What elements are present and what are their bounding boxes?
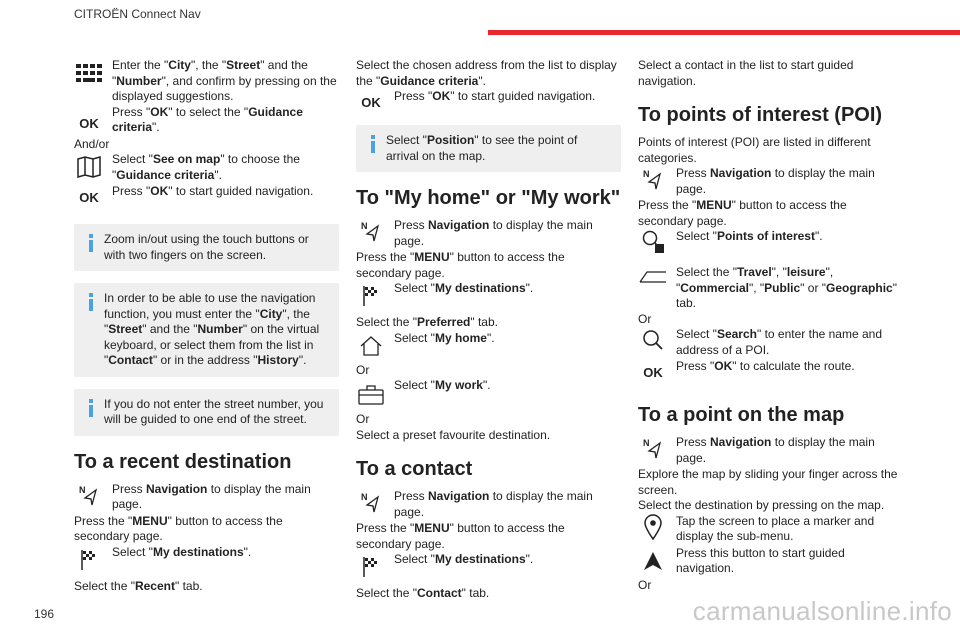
step-my-destinations: Select "My destinations". bbox=[74, 545, 339, 577]
step-press-navigation: N Press Navigation to display the main page. bbox=[356, 489, 621, 521]
navigation-icon bbox=[74, 484, 104, 506]
or-text: Or bbox=[638, 577, 652, 592]
ok-icon: OK bbox=[79, 190, 99, 206]
step-enter-address: Enter the "City", the "Street" and the "Number", and confirm by pressing on the displayed suggestions. bbox=[74, 58, 339, 105]
step-search-poi: Select "Search" to enter the name and address of a POI. bbox=[638, 327, 903, 359]
map-pin-icon bbox=[638, 516, 668, 538]
step-start-navigation-button: Press this button to start guided navigation. bbox=[638, 546, 903, 578]
home-icon bbox=[356, 335, 386, 357]
preset-destination-text: Select a preset favourite destination. bbox=[356, 427, 551, 442]
step-my-home: Select "My home". bbox=[356, 331, 621, 363]
keyboard-icon bbox=[74, 62, 104, 84]
poi-search-icon bbox=[638, 231, 668, 253]
or-text: Or bbox=[638, 311, 652, 326]
menu-instruction: Press the "MENU" button to access the secondary page. bbox=[74, 513, 283, 543]
menu-instruction: Press the "MENU" button to access the secondary page. bbox=[638, 198, 847, 228]
step-start-guidance: OK Press "OK" to start guided navigation. bbox=[74, 184, 339, 210]
watermark: carmanualsonline.info bbox=[692, 596, 952, 626]
heading-home-work: To "My home" or "My work" bbox=[356, 187, 621, 209]
column-3 bbox=[638, 58, 903, 593]
menu-instruction: Press the "MENU" button to access the secondary page. bbox=[356, 250, 565, 280]
checkered-flag-icon bbox=[356, 556, 386, 578]
column-1 bbox=[74, 58, 339, 594]
step-press-navigation: N Press Navigation to display the main page. bbox=[638, 435, 903, 467]
column-2 bbox=[356, 58, 621, 602]
poi-intro-text: Points of interest (POI) are listed in different categories. bbox=[638, 135, 871, 165]
svg-text:N: N bbox=[79, 484, 86, 495]
heading-poi: To points of interest (POI) bbox=[638, 104, 883, 126]
info-note-address-fields: In order to be able to use the navigation function, you must enter the "City", the "Street" and the "Number" on the virtual keyboard, or select them from the list in "Contact" or in the address "History". bbox=[74, 283, 339, 377]
heading-contact: To a contact bbox=[356, 458, 473, 480]
select-destination-text: Select the destination by pressing on the map. bbox=[638, 498, 885, 512]
step-press-navigation: N Press Navigation to display the main page. bbox=[356, 218, 621, 250]
preferred-tab-instruction: Select the "Preferred" tab. bbox=[356, 315, 498, 329]
step-see-on-map: Select "See on map" to choose the "Guidance criteria". bbox=[74, 152, 339, 184]
info-icon bbox=[86, 293, 96, 311]
explore-map-text: Explore the map by sliding your finger across the screen. bbox=[638, 467, 898, 497]
info-note-position: Select "Position" to see the point of arrival on the map. bbox=[356, 125, 621, 172]
navigation-icon bbox=[356, 220, 386, 242]
recent-tab-instruction: Select the "Recent" tab. bbox=[74, 578, 203, 593]
page-number: 196 bbox=[34, 607, 55, 621]
select-address-text: Select the chosen address from the list to display the "Guidance criteria". bbox=[356, 58, 617, 88]
select-contact-text: Select a contact in the list to start guided navigation. bbox=[638, 58, 854, 88]
svg-text:N: N bbox=[643, 169, 650, 179]
tab-icon bbox=[638, 265, 668, 287]
search-icon bbox=[638, 329, 668, 351]
contact-tab-instruction: Select the "Contact" tab. bbox=[356, 586, 490, 600]
svg-text:N: N bbox=[361, 221, 368, 231]
svg-text:N: N bbox=[361, 492, 368, 502]
header-accent-bar bbox=[488, 30, 960, 35]
step-my-destinations: Select "My destinations". bbox=[356, 281, 621, 313]
step-my-destinations: Select "My destinations". bbox=[356, 552, 621, 584]
info-icon bbox=[86, 234, 96, 252]
info-icon bbox=[86, 399, 96, 417]
menu-instruction: Press the "MENU" button to access the secondary page. bbox=[356, 521, 565, 551]
briefcase-icon bbox=[356, 384, 386, 406]
step-press-ok: OK Press "OK" to start guided navigation. bbox=[356, 89, 621, 115]
svg-text:N: N bbox=[643, 438, 650, 448]
document-header-title: CITROËN Connect Nav bbox=[74, 7, 201, 21]
info-note-zoom: Zoom in/out using the touch buttons or with two fingers on the screen. bbox=[74, 224, 339, 271]
step-press-navigation: N Press Navigation to display the main page. bbox=[638, 166, 903, 198]
step-points-of-interest: Select "Points of interest". bbox=[638, 229, 903, 261]
info-note-street-number: If you do not enter the street number, you will be guided to one end of the street. bbox=[74, 389, 339, 436]
or-text: Or bbox=[356, 412, 370, 426]
navigation-icon bbox=[638, 437, 668, 459]
step-calculate-route: OK Press "OK" to calculate the route. bbox=[638, 359, 903, 385]
checkered-flag-icon bbox=[356, 285, 386, 307]
map-icon bbox=[74, 156, 104, 178]
step-press-ok-criteria: OK Press "OK" to select the "Guidance criteria". bbox=[74, 105, 339, 137]
step-place-marker: Tap the screen to place a marker and display the sub-menu. bbox=[638, 514, 903, 546]
or-text: Or bbox=[356, 362, 370, 377]
ok-icon: OK bbox=[643, 365, 663, 381]
step-select-category-tab: Select the "Travel", "leisure", "Commercial", "Public" or "Geographic" tab. bbox=[638, 265, 903, 312]
navigation-icon bbox=[638, 168, 668, 190]
info-icon bbox=[368, 135, 378, 153]
navigation-icon bbox=[356, 491, 386, 513]
navigation-arrow-icon bbox=[638, 550, 668, 572]
step-my-work: Select "My work". bbox=[356, 378, 621, 410]
checkered-flag-icon bbox=[74, 549, 104, 571]
heading-recent-destination: To a recent destination bbox=[74, 450, 292, 473]
andor-text: And/or bbox=[74, 136, 110, 151]
ok-icon: OK bbox=[361, 95, 381, 111]
ok-icon: OK bbox=[79, 115, 99, 131]
heading-point-on-map: To a point on the map bbox=[638, 404, 845, 426]
step-press-navigation: N Press Navigation to display the main page. bbox=[74, 482, 339, 514]
